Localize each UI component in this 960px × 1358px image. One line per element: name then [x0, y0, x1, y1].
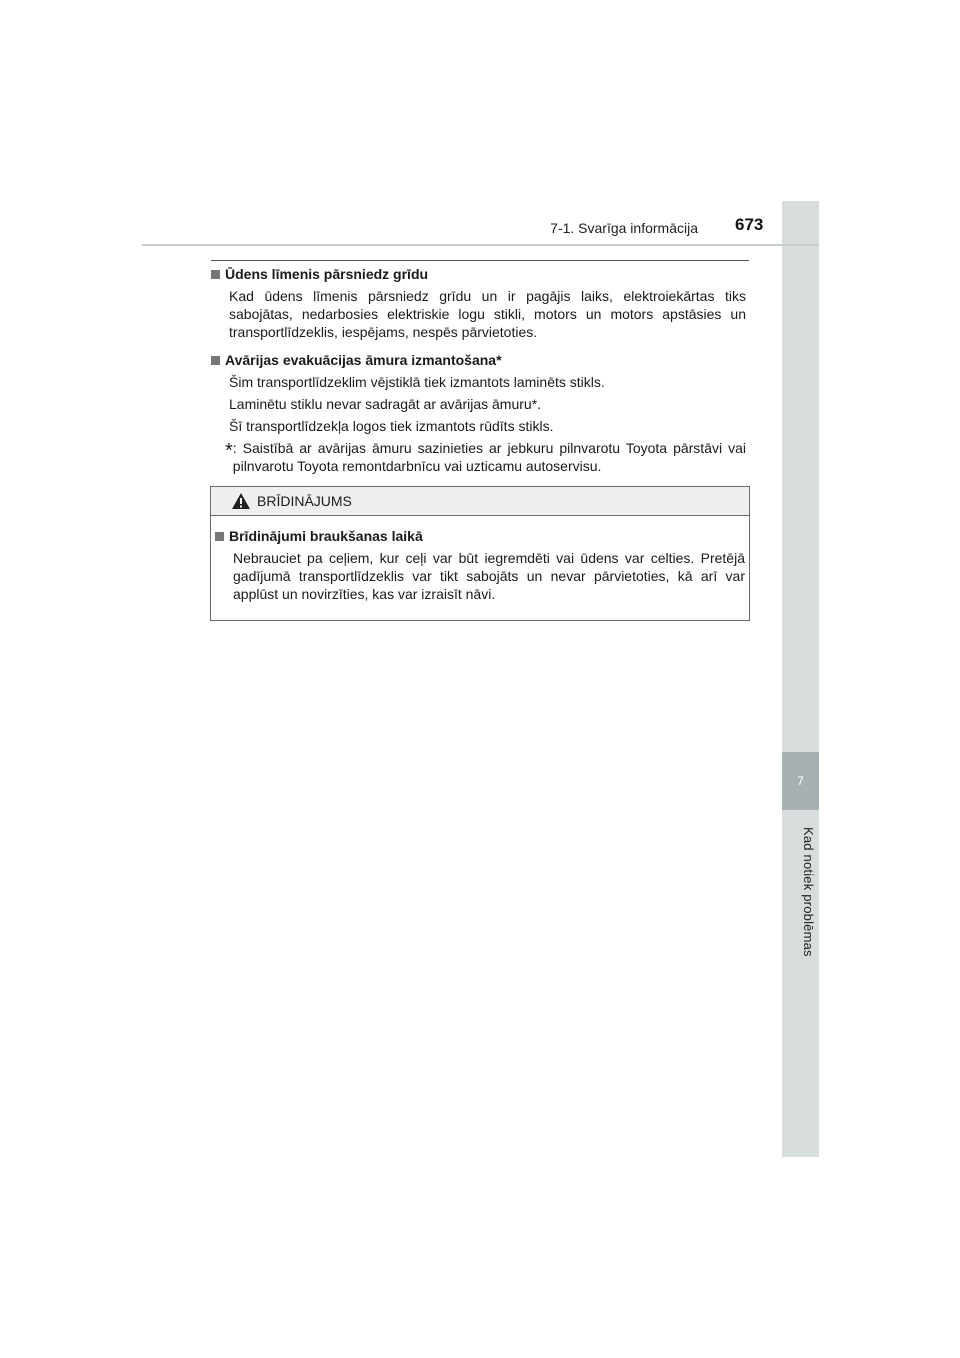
section-heading	[211, 264, 746, 284]
content-divider	[211, 260, 749, 261]
chapter-number-tab[interactable]: 7	[782, 752, 819, 810]
section-title: 7-1. Svarīga informācija	[550, 220, 698, 236]
square-bullet-icon	[211, 356, 220, 365]
warning-header	[211, 487, 749, 516]
main-content	[211, 264, 746, 475]
section-heading	[211, 350, 746, 370]
warning-body	[211, 516, 749, 603]
section-heading-text: Ūdens līmenis pārsniedz grīdu	[225, 266, 429, 282]
footnote-text: : Saistībā ar avārijas āmuru sazinieties ar jebkuru pilnvarotu Toyota pārstāvi vai pilnvarotu Toyota remontdarbnīcu vai uzticamu autoservisu.	[232, 440, 746, 474]
paragraph: Laminētu stiklu nevar sadragāt ar avārijas āmuru*.	[229, 396, 542, 412]
chapter-title: Kad notiek problēmas	[801, 827, 816, 957]
paragraph: Šī transportlīdzekļa logos tiek izmantots rūdīts stikls.	[229, 418, 554, 434]
square-bullet-icon	[215, 532, 224, 541]
warning-heading-text: Brīdinājumi braukšanas laikā	[229, 528, 423, 544]
side-tab	[782, 201, 819, 1157]
warning-box	[210, 486, 750, 621]
page-number: 673	[735, 215, 764, 234]
warning-heading	[215, 526, 745, 546]
paragraph: Kad ūdens līmenis pārsniedz grīdu un ir pagājis laiks, elektroiekārtas tiks sabojātas, nedarbosies elektriskie logu stikli, motors un motors apstāsies un transportlīdzeklis, iespējams, nespēs pārvietoties.	[229, 288, 746, 340]
footnote-marker: *	[225, 440, 233, 462]
square-bullet-icon	[211, 270, 220, 279]
footnote	[225, 439, 746, 475]
warning-triangle-icon	[231, 492, 251, 510]
header-divider	[142, 244, 819, 246]
paragraph: Šim transportlīdzeklim vējstiklā tiek izmantots laminēts stikls.	[229, 374, 605, 390]
section-heading-text: Avārijas evakuācijas āmura izmantošana*	[225, 352, 502, 368]
warning-text: Nebrauciet pa ceļiem, kur ceļi var būt iegremdēti vai ūdens var celties. Pretējā gadījumā transportlīdzeklis var tikt sabojāts un nevar pārvietoties, kā arī var applūst un novirzīties, kas var izraisīt nāvi.	[233, 550, 745, 602]
warning-title: BRĪDINĀJUMS	[257, 493, 352, 509]
